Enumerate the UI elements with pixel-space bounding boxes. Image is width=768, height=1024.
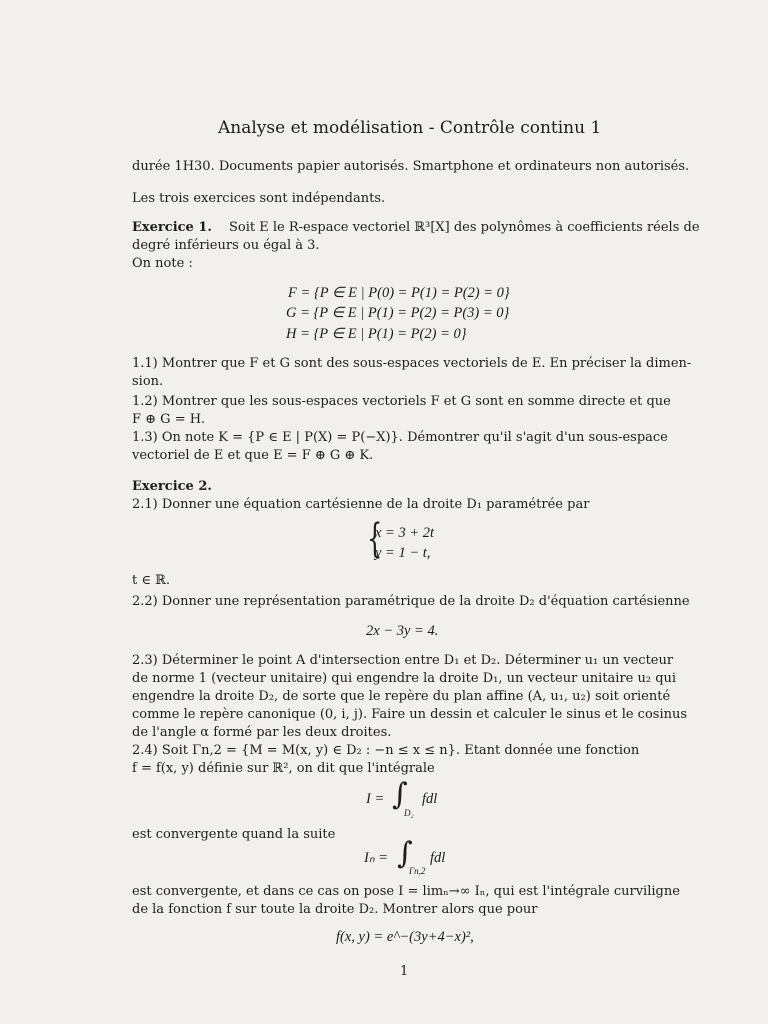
q1-2-line2: F ⊕ G = H.	[132, 412, 206, 427]
integral-1-lhs: I =	[366, 791, 385, 807]
exercise-2-heading: Exercice 2.	[132, 479, 212, 494]
exercise-1-heading: Exercice 1.	[132, 220, 212, 235]
integral-sign-2: ∫	[397, 836, 413, 871]
q2-1: 2.1) Donner une équation cartésienne de la droite D₁ paramétrée par	[132, 497, 590, 512]
q1-3-line2: vectoriel de E et que E = F ⊕ G ⊕ K.	[132, 448, 374, 463]
ex1-line2: degré inférieurs ou égal à 3.	[132, 238, 320, 253]
integral-sign-1: ∫	[392, 777, 408, 812]
q2-4-line2: f = f(x, y) définie sur ℝ², on dit que l'intégrale	[132, 761, 435, 776]
page-number: 1	[400, 964, 409, 979]
equation-G: G = {P ∈ E | P(1) = P(2) = P(3) = 0}	[286, 305, 510, 321]
integral-2-lhs: Iₙ =	[364, 850, 389, 866]
q1-1-line1: 1.1) Montrer que F et G sont des sous-espaces vectoriels de E. En préciser la dimen-	[132, 356, 692, 371]
page-title: Analyse et modélisation - Contrôle continu 1	[218, 118, 602, 138]
integral-2-body: fdl	[430, 850, 446, 866]
integral-1-body: fdl	[422, 791, 438, 807]
q1-3-line1: 1.3) On note K = {P ∈ E | P(X) = P(−X)}. Démontrer qu'il s'agit d'un sous-espace	[132, 430, 668, 445]
q2-2: 2.2) Donner une représentation paramétrique de la droite D₂ d'équation cartésienne	[132, 594, 690, 609]
q1-1-line2: sion.	[132, 374, 164, 389]
t-in-R: t ∈ ℝ.	[132, 573, 171, 588]
convergence-text-1: est convergente quand la suite	[132, 827, 336, 842]
system-line-1: x = 3 + 2t	[375, 525, 435, 541]
ex1-line1: Soit E le R-espace vectoriel ℝ³[X] des polynômes à coefficients réels de	[229, 220, 700, 235]
q2-4-line1: 2.4) Soit Γn,2 = {M = M(x, y) ∈ D₂ : −n ≤ x ≤ n}. Etant donnée une fonction	[132, 743, 640, 758]
cartesian-equation: 2x − 3y = 4.	[366, 623, 439, 639]
header-line: durée 1H30. Documents papier autorisés. Smartphone et ordinateurs non autorisés.	[132, 159, 690, 174]
intro-text: Les trois exercices sont indépendants.	[132, 191, 386, 206]
convergence-text-3: de la fonction f sur toute la droite D₂. Montrer alors que pour	[132, 902, 538, 917]
system-brace: {	[367, 516, 383, 562]
integral-1-domain: D₂	[404, 808, 414, 818]
system-line-2: y = 1 − t,	[375, 545, 431, 561]
integral-2-domain: Γn,2	[409, 866, 426, 876]
convergence-text-2: est convergente, et dans ce cas on pose I = limₙ→∞ Iₙ, qui est l'intégrale curviligne	[132, 884, 680, 899]
function-definition: f(x, y) = e^−(3y+4−x)²,	[336, 929, 474, 945]
ex1-line3: On note :	[132, 256, 193, 271]
q2-3-line2: de norme 1 (vecteur unitaire) qui engendre la droite D₁, un vecteur unitaire u₂ qui	[132, 671, 677, 686]
equation-H: H = {P ∈ E | P(1) = P(2) = 0}	[286, 326, 467, 342]
q2-3-line3: engendre la droite D₂, de sorte que le repère du plan affine (A, u₁, u₂) soit orienté	[132, 689, 671, 704]
q2-3-line1: 2.3) Déterminer le point A d'intersection entre D₁ et D₂. Déterminer u₁ un vecteur	[132, 653, 674, 668]
q1-2-line1: 1.2) Montrer que les sous-espaces vectoriels F et G sont en somme directe et que	[132, 394, 671, 409]
q2-3-line4: comme le repère canonique (0, i, j). Faire un dessin et calculer le sinus et le cosinus	[132, 707, 688, 722]
q2-3-line5: de l'angle α formé par les deux droites.	[132, 725, 392, 740]
equation-F: F = {P ∈ E | P(0) = P(1) = P(2) = 0}	[288, 285, 510, 301]
